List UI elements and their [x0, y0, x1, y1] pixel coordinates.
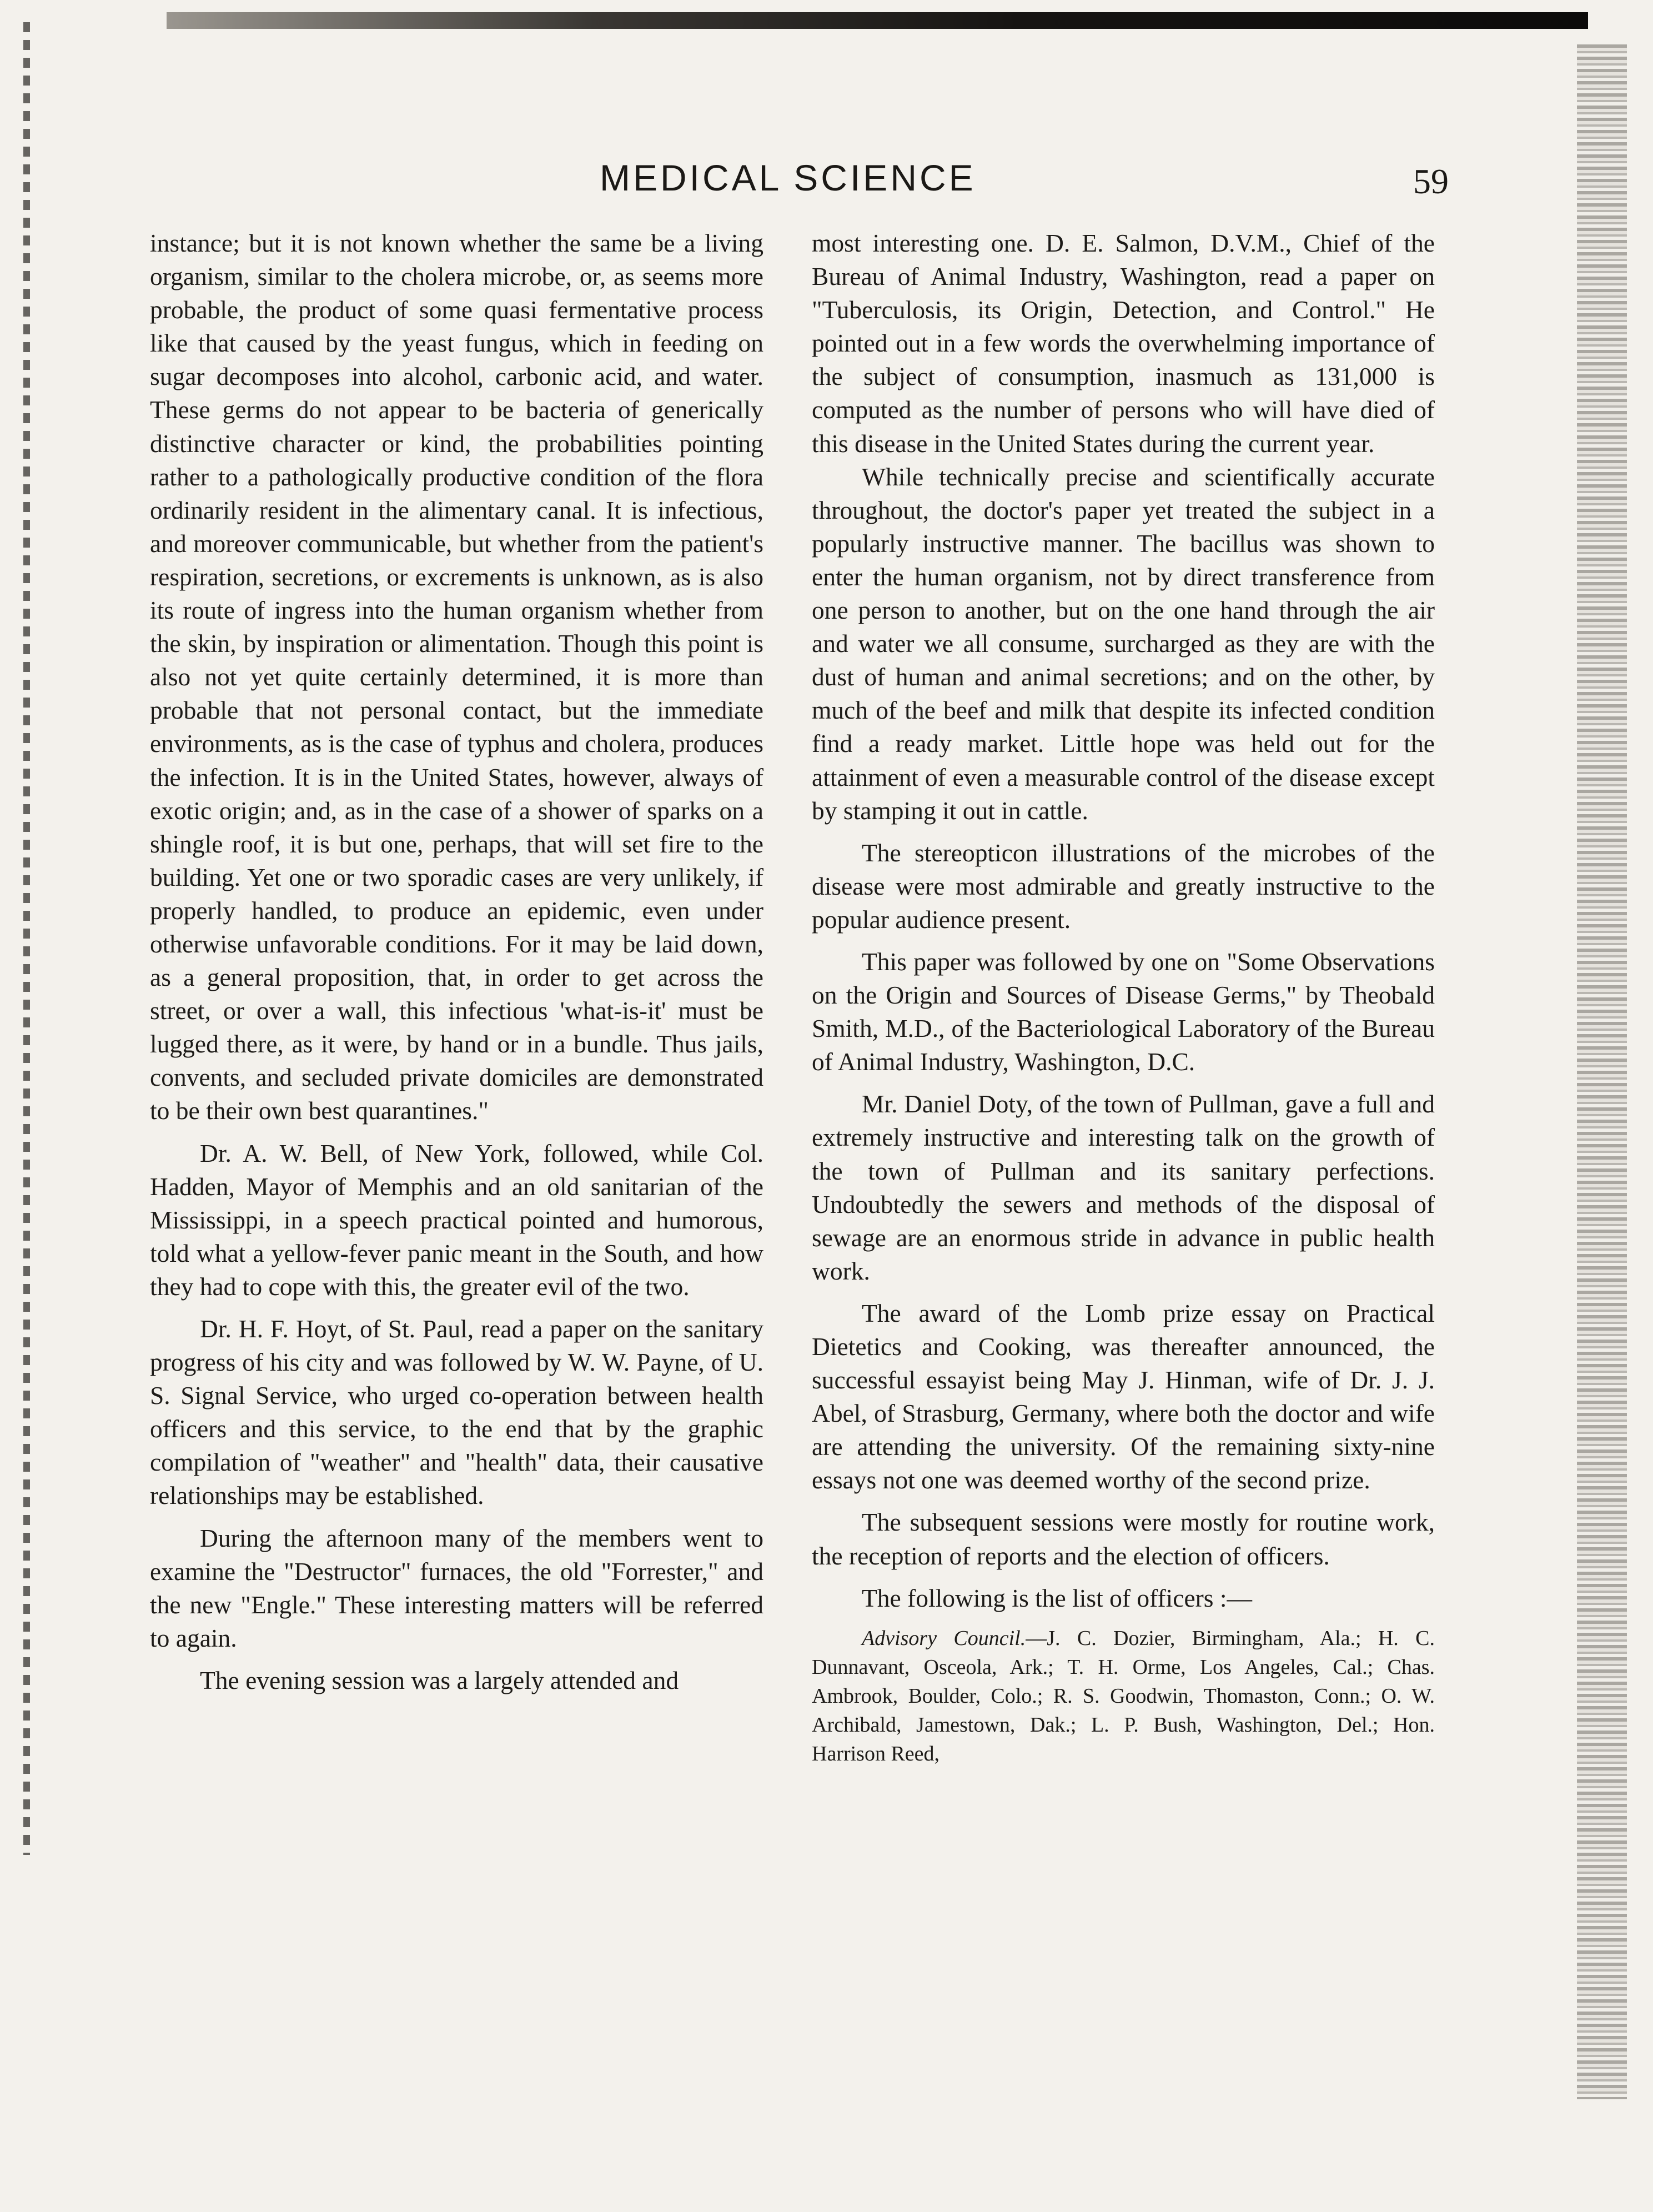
- paragraph: Dr. A. W. Bell, of New York, followed, while Col. Hadden, Mayor of Memphis and an old sanitarian of the Mississippi, in a speech practical pointed and humorous, told what a yellow-fever panic meant in the South, and how they had to cope with this, the greater evil of the two.: [150, 1138, 763, 1301]
- paragraph: This paper was followed by one on "Some Observations on the Origin and Sources of Disease Germs," by Theobald Smith, M.D., of the Bacteriological Laboratory of the Bureau of Animal Industry, Washington, D.C.: [812, 947, 1435, 1076]
- paragraph: The following is the list of officers :—: [862, 1583, 1253, 1612]
- scan-top-border: [167, 12, 1588, 29]
- right-column: [812, 227, 1435, 1768]
- officers-lead: Advisory Council.: [862, 1626, 1026, 1650]
- paragraph: The award of the Lomb prize essay on Practical Dietetics and Cooking, was thereafter announced, the successful essayist being May J. Hinman, wife of Dr. J. J. Abel, of Strasburg, Germany, where both the doctor and wife are attending the university. Of the remaining sixty-nine essays not one was deemed worthy of the second prize.: [812, 1298, 1435, 1494]
- page-number: 59: [1413, 162, 1449, 201]
- paragraph: instance; but it is not known whether the same be a living organism, similar to the cholera microbe, or, as seems more probable, the product of some quasi fermentative process like that caused by the yeast fungus, which in feeding on sugar decomposes into alcohol, carbonic acid, and water. These germs do not appear to be bacteria of generically distinctive character or kind, the probabilities pointing rather to a pathologically productive condition of the flora ordinarily resident in the alimentary canal. It is infectious, and moreover communicable, but whether from the patient's respiration, secretions, or excrements is unknown, as is also its route of ingress into the human organism whether from the skin, by inspiration or alimentation. Though this point is also not yet quite certainly determined, it is more than probable that not personal contact, but the immediate environments, as is the case of typhus and cholera, produces the infection. It is in the United States, however, always of exotic origin; and, as in the case of a shower of sparks on a shingle roof, it is but one, perhaps, that will set fire to the building. Yet one or two sporadic cases are very unlikely, if properly handled, to produce an epidemic, even under otherwise unfavorable conditions. For it may be laid down, as a general proposition, that, in order to get across the street, or over a wall, this infectious 'what-is-it' must be lugged there, as it were, by hand or in a bundle. Thus jails, convents, and secluded private domiciles are demonstrated to be their own best quarantines.": [150, 229, 763, 1125]
- paragraph: The stereopticon illustrations of the microbes of the disease were most admirable and greatly instructive to the popular audience present.: [812, 838, 1435, 934]
- left-column: [150, 227, 763, 1697]
- running-title: MEDICAL SCIENCE: [600, 157, 976, 198]
- scan-right-edge: [1577, 44, 1627, 2099]
- paragraph: The evening session was a largely attended and: [200, 1666, 679, 1694]
- officers-text: —J. C. Dozier, Birmingham, Ala.; H. C. Dunnavant, Osceola, Ark.; T. H. Orme, Los Angeles, Cal.; Chas. Ambrook, Boulder, Colo.; R. S. Goodwin, Thomaston, Conn.; O. W. Archibald, Jamestown, Dak.; L. P. Bush, Washington, Del.; Hon. Harrison Reed,: [812, 1626, 1435, 1765]
- paragraph: Mr. Daniel Doty, of the town of Pullman, gave a full and extremely instructive and interesting talk on the growth of the town of Pullman and its sanitary perfections. Undoubtedly the sewers and methods of the disposal of sewage are an enormous stride in advance in public health work.: [812, 1090, 1435, 1285]
- scan-left-edge: [23, 22, 30, 1855]
- paragraph: most interesting one. D. E. Salmon, D.V.M., Chief of the Bureau of Animal Industry, Washington, read a paper on "Tuberculosis, its Origin, Detection, and Control." He pointed out in a few words the overwhelming importance of the subject of consumption, inasmuch as 131,000 is computed as the number of persons who will have died of this disease in the United States during the current year.: [812, 229, 1435, 458]
- officers-list: [812, 1624, 1435, 1768]
- paragraph: Dr. H. F. Hoyt, of St. Paul, read a paper on the sanitary progress of his city and was followed by W. W. Payne, of U. S. Signal Service, who urged co-operation between health officers and this service, to the end that by the graphic compilation of "weather" and "health" data, their causative relationships may be established.: [150, 1315, 763, 1510]
- paragraph: The subsequent sessions were mostly for routine work, the reception of reports and the election of officers.: [812, 1508, 1435, 1570]
- paragraph: While technically precise and scientifically accurate throughout, the doctor's paper yet treated the subject in a popularly instructive manner. The bacillus was shown to enter the human organism, not by direct transference from one person to another, but on the one hand through the air and water we all consume, surcharged as they are with the dust of human and animal secretions; and on the other, by much of the beef and milk that despite its infected condition find a ready market. Little hope was held out for the attainment of even a measurable control of the disease except by stamping it out in cattle.: [812, 462, 1435, 825]
- paragraph: During the afternoon many of the members went to examine the "Destructor" furnaces, the old "Forrester," and the new "Engle." These interesting matters will be referred to again.: [150, 1523, 763, 1652]
